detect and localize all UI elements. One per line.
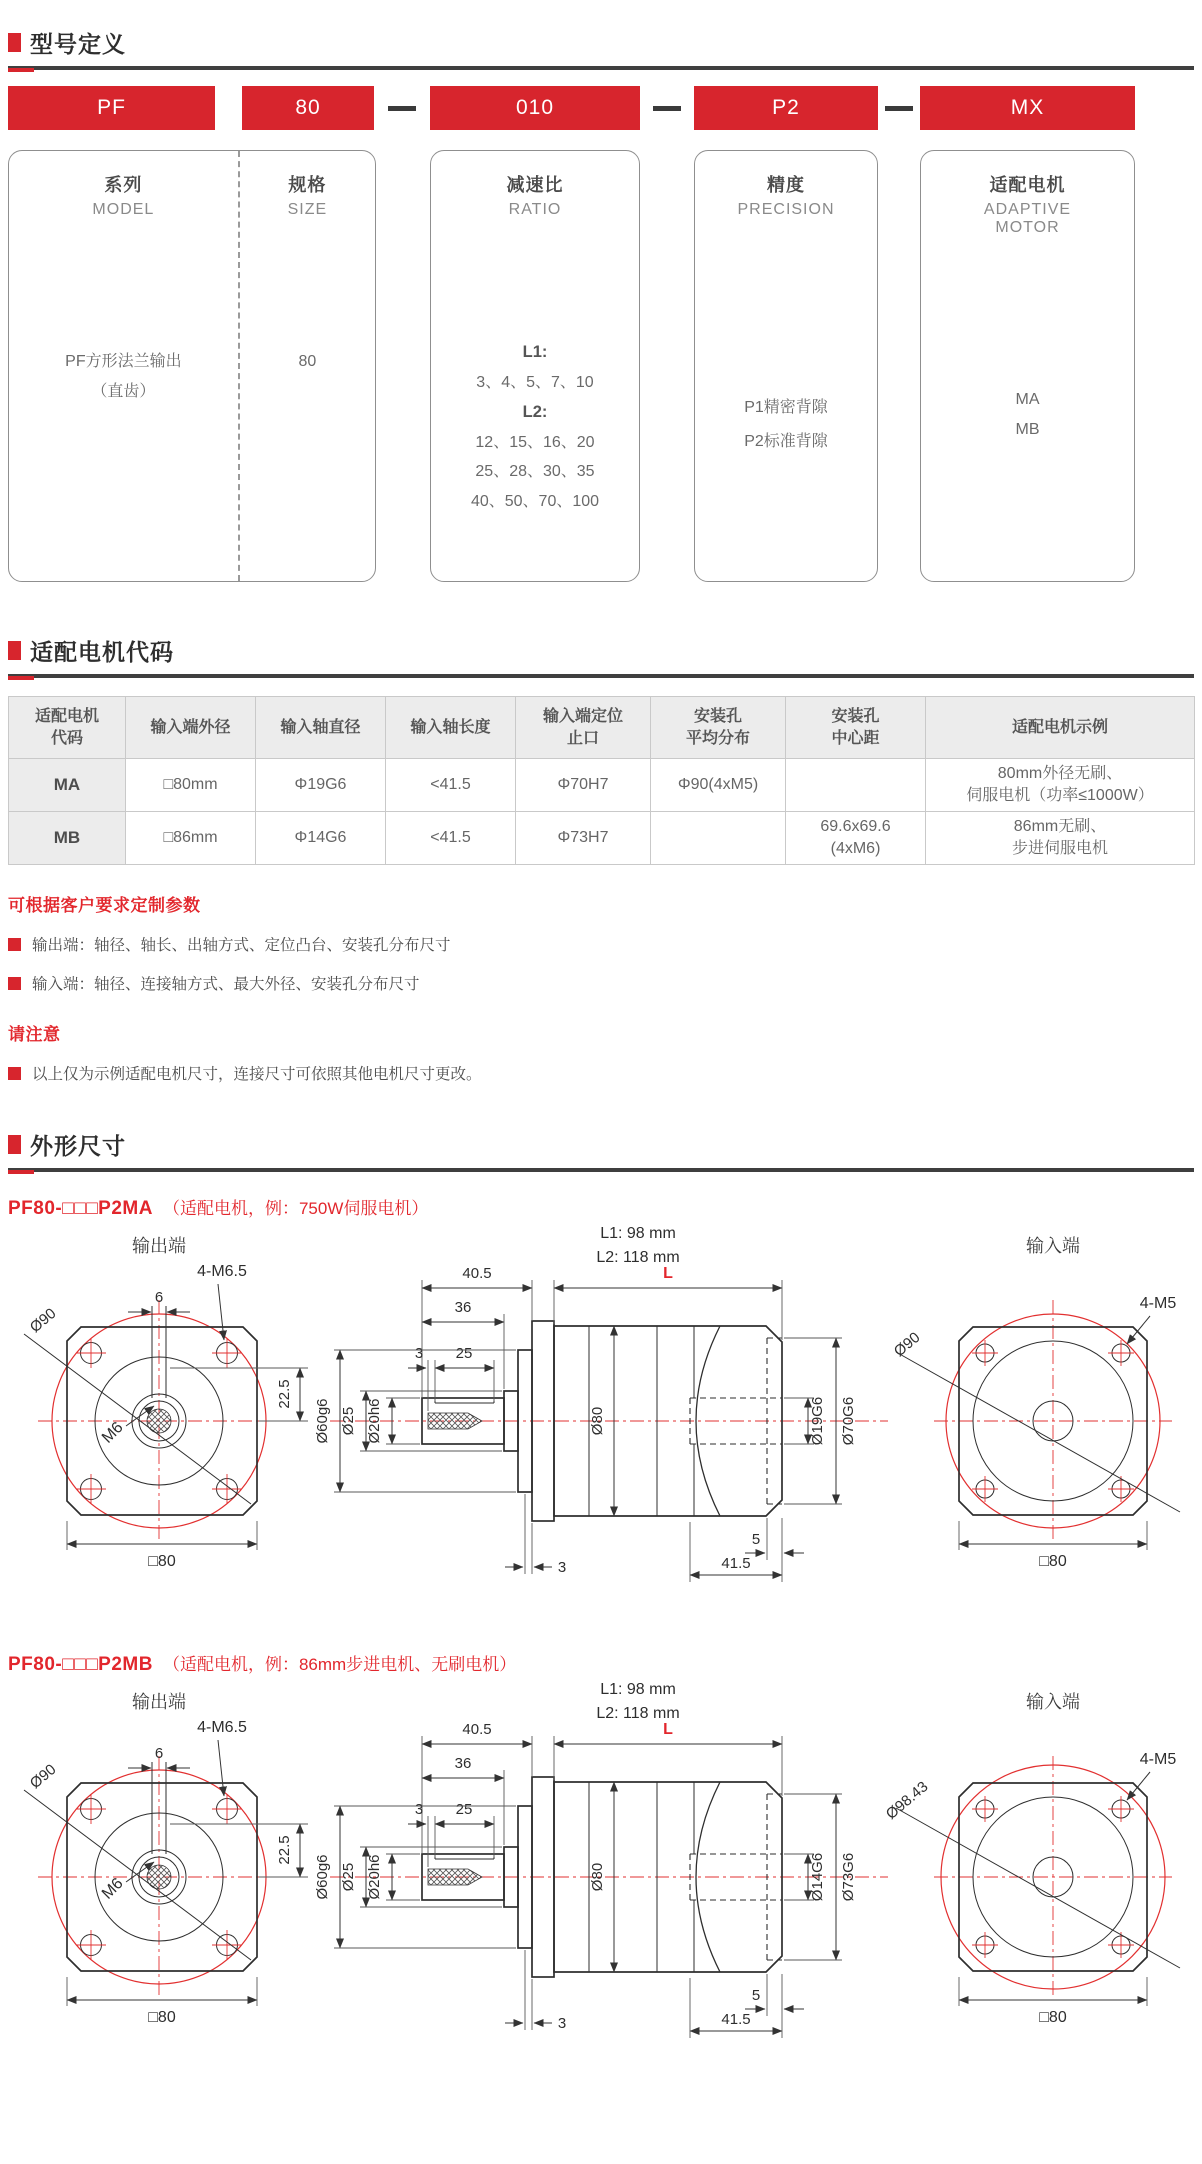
input-end-label: 输入端 <box>1026 1692 1080 1712</box>
code-box-size: 80 <box>242 86 374 130</box>
section-header <box>8 1128 1194 1161</box>
code-separator <box>374 86 430 130</box>
cell: <41.5 <box>386 759 516 812</box>
dim-input-bore: Ø14G6 <box>809 1852 826 1902</box>
cell: Φ70H7 <box>516 759 651 812</box>
motor-label-en2: MOTOR <box>995 219 1060 236</box>
red-square-bullet-icon <box>8 1067 21 1080</box>
cell: Φ73H7 <box>516 812 651 865</box>
dim-input-bore: Ø19G6 <box>809 1396 826 1446</box>
dim-square-size: □80 <box>148 1553 176 1570</box>
section-title: 型号定义 <box>30 31 126 57</box>
dim-input-spigot: Ø70G6 <box>840 1396 857 1446</box>
dim-spigot-depth: 5 <box>751 1531 761 1548</box>
dim-shaft-length: 36 <box>454 1755 472 1772</box>
section-rule <box>8 674 1194 678</box>
dim-bolt-circle: Ø90 <box>26 1304 60 1337</box>
model-desc-row <box>8 150 1194 582</box>
col-header: 输入轴长度 <box>386 697 516 759</box>
input-end-view <box>883 1692 1180 2026</box>
dim-input-bolt-circle: Ø90 <box>890 1328 924 1361</box>
col-header: 适配电机示例 <box>926 697 1195 759</box>
note-item: 输出端：轴径、轴长、出轴方式、定位凸台、安装孔分布尺寸 <box>8 933 1194 955</box>
ratio-label-en: RATIO <box>508 201 562 218</box>
section-rule <box>8 66 1194 70</box>
series-value: PF方形法兰输出 （直齿） <box>65 353 182 400</box>
note-title: 可根据客户要求定制参数 <box>8 896 201 915</box>
section-motor-code <box>8 634 1194 1084</box>
desc-box-motor <box>920 150 1135 582</box>
ratio-values: L1: 3、4、5、7、10 L2: 12、15、16、20 25、28、30、35 40、50、70、100 <box>470 343 600 510</box>
dim-front-depth: 40.5 <box>462 1265 492 1282</box>
table-row <box>9 759 1195 812</box>
drawing-note: （适配电机，例：86mm步进电机、无刷电机） <box>162 1655 517 1674</box>
red-square-bullet-icon <box>8 641 21 660</box>
section-rule <box>8 1168 1194 1172</box>
section-dimensions <box>8 1128 1194 2056</box>
section-model-definition <box>8 26 1194 582</box>
drawing-title <box>8 1650 1194 1676</box>
size-value: 80 <box>298 353 317 370</box>
size-label-zh: 规格 <box>288 175 327 195</box>
drawing-title <box>8 1194 1194 1220</box>
note-title: 请注意 <box>8 1025 61 1044</box>
row-code: MA <box>9 759 126 812</box>
motor-values: MA MB <box>1015 391 1040 439</box>
dimension-drawing-mb <box>8 1678 1194 2056</box>
motor-code-table <box>8 696 1195 865</box>
length-l2-label: L2: 118 mm <box>596 1249 680 1266</box>
label-output-bolts: 4-M6.5 <box>197 1719 247 1736</box>
drawing-model: PF80-□□□P2MA <box>8 1198 153 1219</box>
code-box-precision: P2 <box>694 86 878 130</box>
cell: Φ19G6 <box>256 759 386 812</box>
code-box-motor: MX <box>920 86 1135 130</box>
code-separator <box>878 86 920 130</box>
note-item: 以上仅为示例适配电机尺寸，连接尺寸可依照其他电机尺寸更改。 <box>8 1062 1194 1084</box>
notes-block <box>8 891 1194 1084</box>
red-square-bullet-icon <box>8 938 21 951</box>
dim-shaft-length: 36 <box>454 1299 472 1316</box>
dim-keyway-width: 6 <box>154 1289 164 1306</box>
motor-label-zh: 适配电机 <box>989 175 1066 195</box>
dim-key-start: 3 <box>414 1801 424 1818</box>
dim-key-start: 3 <box>414 1345 424 1362</box>
table-header-row <box>9 697 1195 759</box>
dim-shaft-dia: Ø20h6 <box>366 1854 383 1900</box>
series-label-en: MODEL <box>92 201 155 218</box>
ratio-label-zh: 减速比 <box>506 175 564 195</box>
desc-size <box>240 151 375 581</box>
output-end-label: 输出端 <box>132 1692 186 1712</box>
red-square-bullet-icon <box>8 977 21 990</box>
col-header: 输入轴直径 <box>256 697 386 759</box>
desc-box-series-size <box>8 150 376 582</box>
col-header: 适配电机 代码 <box>9 697 126 759</box>
dim-cavity-depth: 41.5 <box>721 2011 751 2028</box>
dim-square-size: □80 <box>1039 1553 1067 1570</box>
col-header: 输入端定位 止口 <box>516 697 651 759</box>
output-end-view <box>24 1236 308 1570</box>
code-separator <box>640 86 694 130</box>
red-square-bullet-icon <box>8 1135 21 1154</box>
cell: <41.5 <box>386 812 516 865</box>
red-square-bullet-icon <box>8 33 21 52</box>
section-title: 外形尺寸 <box>30 1133 126 1159</box>
dim-cavity-depth: 41.5 <box>721 1555 751 1572</box>
dim-front-depth: 40.5 <box>462 1721 492 1738</box>
dim-body-dia: Ø80 <box>589 1862 606 1892</box>
cell: Φ90(4xM5) <box>651 759 786 812</box>
dim-shoulder-dia: Ø25 <box>340 1862 357 1892</box>
dim-bolt-circle: Ø90 <box>26 1760 60 1793</box>
length-l1-label: L1: 98 mm <box>600 1225 676 1242</box>
drawing-note: （适配电机，例：750W伺服电机） <box>162 1199 429 1218</box>
desc-box-ratio <box>430 150 640 582</box>
section-view <box>314 1681 888 2038</box>
precision-label-en: PRECISION <box>737 201 835 218</box>
dim-boss-dia: Ø60g6 <box>314 1854 331 1900</box>
dim-square-size: □80 <box>148 2009 176 2026</box>
model-code-row <box>8 86 1194 130</box>
output-end-view <box>24 1692 308 2026</box>
section-header <box>8 26 1194 59</box>
cell: 69.6x69.6 (4xM6) <box>786 812 926 865</box>
length-l2-label: L2: 118 mm <box>596 1705 680 1722</box>
dim-key-length: 25 <box>455 1345 473 1362</box>
dim-flange-lip: 3 <box>557 2015 567 2032</box>
dim-flange-lip: 3 <box>557 1559 567 1576</box>
code-box-ratio: 010 <box>430 86 640 130</box>
output-end-label: 输出端 <box>132 1236 186 1256</box>
dim-key-offset: 22.5 <box>276 1835 293 1865</box>
dim-spigot-depth: 5 <box>751 1987 761 2004</box>
label-output-bolts: 4-M6.5 <box>197 1263 247 1280</box>
dimension-drawing-ma <box>8 1222 1194 1600</box>
dim-body-length: L <box>663 1265 673 1282</box>
cell: Φ14G6 <box>256 812 386 865</box>
label-input-bolts: 4-M5 <box>1139 1751 1177 1768</box>
input-end-label: 输入端 <box>1026 1236 1080 1256</box>
cell: 80mm外径无刷、 伺服电机（功率≤1000W） <box>926 759 1195 812</box>
dim-keyway-width: 6 <box>154 1745 164 1762</box>
dim-body-dia: Ø80 <box>589 1406 606 1436</box>
series-label-zh: 系列 <box>104 175 143 195</box>
table-row <box>9 812 1195 865</box>
note-item: 输入端：轴径、连接轴方式、最大外径、安装孔分布尺寸 <box>8 972 1194 994</box>
cell <box>786 759 926 812</box>
precision-values: P1精密背隙 P2标准背隙 <box>744 399 828 450</box>
motor-code-table-wrap <box>8 696 1194 865</box>
dim-shoulder-dia: Ø25 <box>340 1406 357 1436</box>
dim-key-length: 25 <box>455 1801 473 1818</box>
dim-input-spigot: Ø73G6 <box>840 1852 857 1902</box>
desc-series <box>9 151 240 581</box>
col-header: 输入端外径 <box>126 697 256 759</box>
dim-body-length: L <box>663 1721 673 1738</box>
cell: □86mm <box>126 812 256 865</box>
dim-key-offset: 22.5 <box>276 1379 293 1409</box>
drawing-model: PF80-□□□P2MB <box>8 1654 153 1675</box>
dim-square-size: □80 <box>1039 2009 1067 2026</box>
dim-boss-dia: Ø60g6 <box>314 1398 331 1444</box>
section-title: 适配电机代码 <box>30 639 174 665</box>
label-thread: M6 <box>98 1874 127 1903</box>
label-input-bolts: 4-M5 <box>1139 1295 1177 1312</box>
precision-label-zh: 精度 <box>767 175 805 195</box>
length-l1-label: L1: 98 mm <box>600 1681 676 1698</box>
desc-box-precision <box>694 150 878 582</box>
size-label-en: SIZE <box>287 201 328 218</box>
dim-shaft-dia: Ø20h6 <box>366 1398 383 1444</box>
label-thread: M6 <box>98 1418 127 1447</box>
row-code: MB <box>9 812 126 865</box>
cell: 86mm无刷、 步进伺服电机 <box>926 812 1195 865</box>
section-view <box>314 1225 888 1582</box>
cell <box>651 812 786 865</box>
input-end-view <box>891 1236 1180 1570</box>
col-header: 安装孔 平均分布 <box>651 697 786 759</box>
motor-label-en1: ADAPTIVE <box>983 201 1072 218</box>
section-header <box>8 634 1194 667</box>
cell: □80mm <box>126 759 256 812</box>
dim-input-bolt-circle: Ø98.43 <box>882 1778 932 1823</box>
col-header: 安装孔 中心距 <box>786 697 926 759</box>
code-box-pf: PF <box>8 86 215 130</box>
